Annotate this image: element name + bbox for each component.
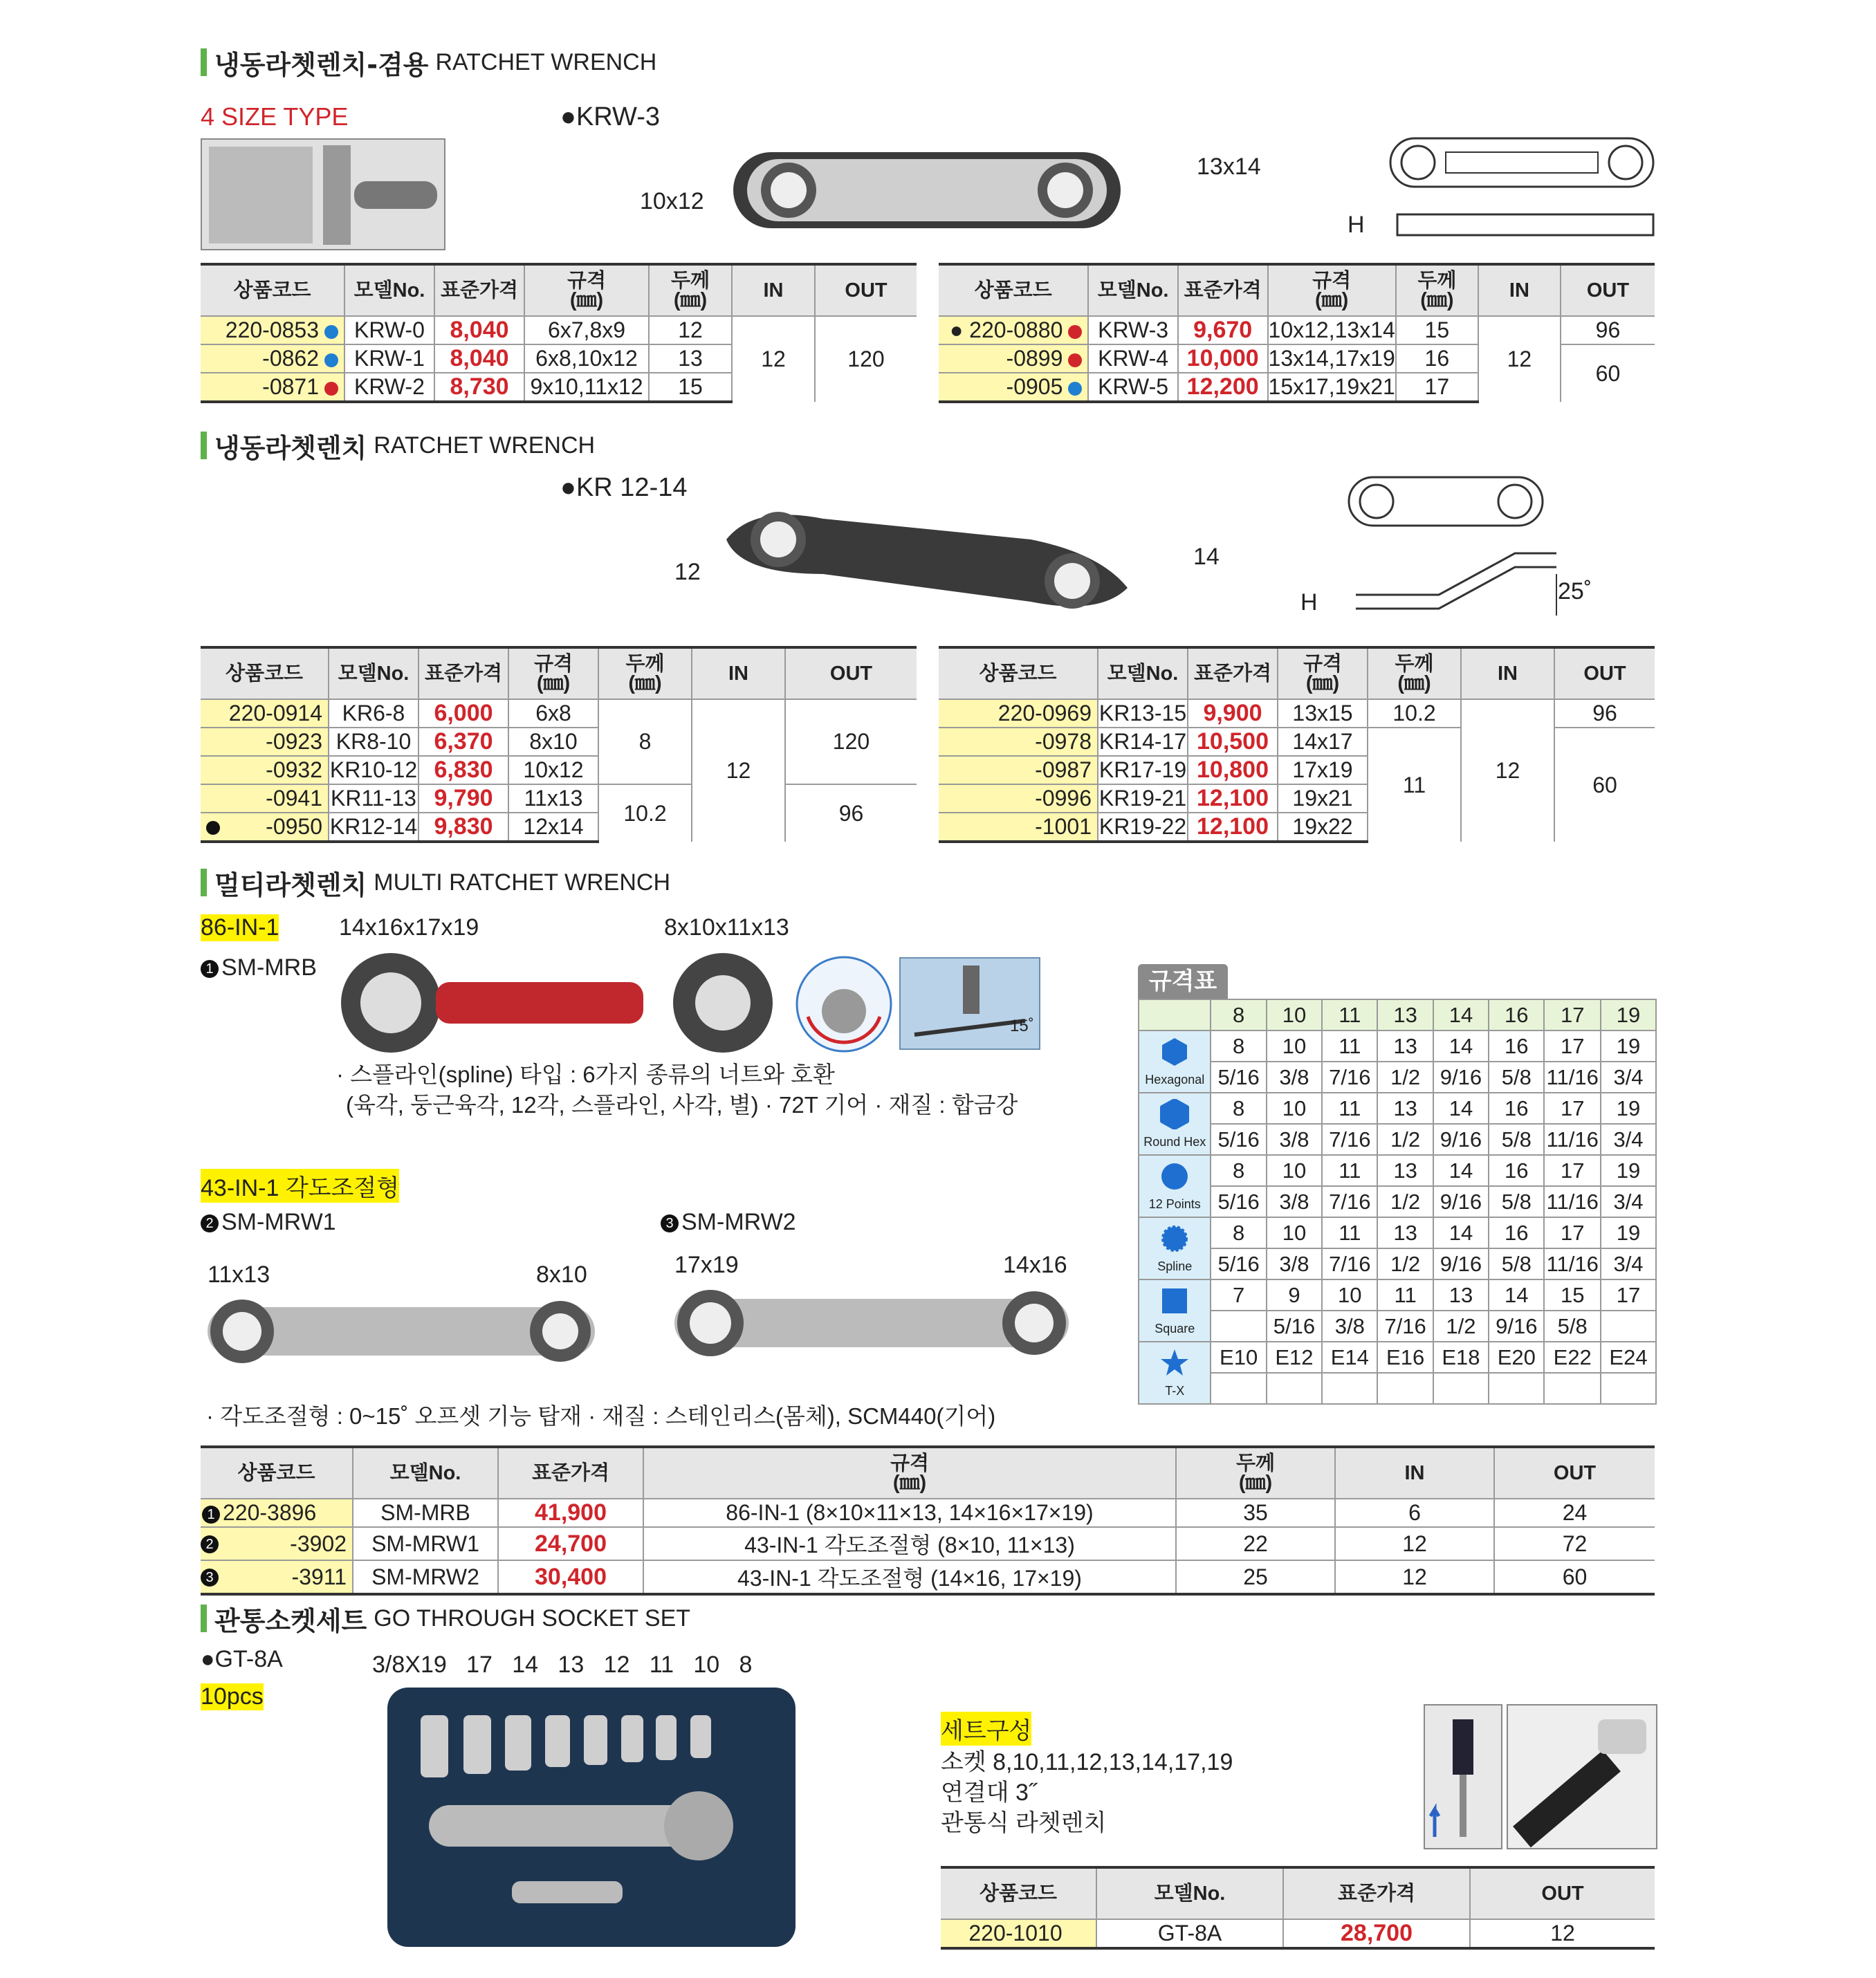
th-out: OUT: [815, 264, 917, 316]
star-icon: [1159, 1348, 1190, 1378]
square-icon: [1159, 1286, 1190, 1316]
tag-43in1: 43-IN-1 각도조절형: [201, 1169, 399, 1203]
dim-left-krw3: 10x12: [640, 188, 704, 214]
table-gt8a: 상품코드 모델No. 표준가격 OUT 220-1010 GT-8A 28,700 12: [941, 1866, 1655, 1950]
angle-label-kr: 25˚: [1558, 578, 1592, 604]
red-dot-icon: [1068, 325, 1082, 339]
th-in: IN: [732, 264, 815, 316]
dim-right-krw3: 13x14: [1197, 154, 1261, 180]
model-label-kr1214: ●KR 12-14: [560, 473, 688, 502]
model-gt8a: ●GT-8A: [201, 1646, 283, 1672]
usage-photo: [201, 138, 445, 250]
wrench-photo-mrw1: [201, 1293, 602, 1372]
blue-dot-icon: [324, 325, 338, 339]
table-row: -0978 KR14-17 10,500 14x17 11 60: [939, 728, 1655, 756]
model-mrw1: 2 SM-MRW1: [201, 1209, 336, 1236]
offset-angle-label: 15˚: [1010, 1017, 1034, 1035]
table-row: -0899 KRW-4 10,000 13x14,17x19 16 60: [939, 344, 1655, 373]
table-row: -0923 KR8-10 6,370 8x10: [201, 728, 917, 756]
wrench-photo-kr1214: [712, 498, 1141, 625]
section-title-ratchet: 냉동라쳇렌치 RATCHET WRENCH: [201, 430, 595, 461]
model-mrw2: 3 SM-MRW2: [661, 1209, 796, 1236]
table-row: 1 220-3896 SM-MRB 41,900 86-IN-1 (8×10×11×13, 14×16×17×19) 35 6 24: [201, 1499, 1655, 1527]
wrench-photo-krw3: [726, 138, 1128, 245]
table-krw-left: [201, 263, 917, 403]
table-multi: 상품코드 모델No. 표준가격 규격 (㎜) 두께 (㎜) IN OUT 1 220-3896 SM-MRB 41,900 86-IN-1 (8×10×11×13, 14×16×17×19) 35 6 24 2 -3902 SM-MRW1 24,700 43-IN-1 각도조절형 (8×10, 11×13) 22 12 72 3 -3911 SM-MRW2 30,400 43-IN-1 각도조절형 (14×16, 17×19) 25 12 60: [201, 1445, 1655, 1596]
spec-row-hexagonal: Hexagonal 8 10 11 13 14 16 17 19: [1139, 1030, 1656, 1062]
dim-mrw1-right: 8x10: [536, 1261, 587, 1288]
table-kr-left: 상품코드 모델No. 표준가격 규격 (㎜) 두께 (㎜) IN OUT 220-0914 KR6-8 6,000 6x8 8 12 120 -0923 KR8-10 6,370 8x10 -0932 KR10-12 6,830 10x12 -0941 KR11-13 9,790 11x13 10.2 96 -0950 KR12-14 9,830 12x14: [201, 646, 917, 843]
usage-photo-bolt: [1424, 1704, 1502, 1849]
model-mrb: 1 SM-MRB: [201, 954, 317, 981]
dim-mrw2-left: 17x19: [674, 1252, 739, 1278]
table-row: 220-0853 KRW-0 8,040 6x7,8x9 12 12 120: [201, 316, 917, 344]
red-dot-icon: [1068, 353, 1082, 367]
spec-row-tx: T-X E10 E12 E14 E16 E18 E20 E22 E24: [1139, 1342, 1656, 1373]
socket-set-photo: [387, 1688, 796, 1947]
section-title-ratchet-combo: 냉동라쳇렌치-겸용 RATCHET WRENCH: [201, 47, 656, 77]
table-row: -1001 KR19-22 12,100 19x22: [939, 813, 1655, 842]
dim-mrb-2: 8x10x11x13: [664, 914, 789, 941]
dim-right-kr: 14: [1193, 544, 1220, 570]
set-item-extension: 연결대 3˝: [941, 1780, 1037, 1806]
th-thick: 두께 (㎜): [649, 264, 732, 316]
table-row: ● 220-0880 KRW-3 9,670 10x12,13x14 15 12 96: [939, 316, 1655, 344]
table-kr-right: 상품코드 모델No. 표준가격 규격 (㎜) 두께 (㎜) IN OUT 220-0969 KR13-15 9,900 13x15 10.2 12 96 -0978 KR14-17 10,500 14x17 11 60 -0987 KR17-19 10,800 17x19 -0996 KR19-21 12,100 19x21 -1001 KR19-22 12,100 19x22: [939, 646, 1655, 843]
wrench-photo-mrw2: [668, 1285, 1076, 1364]
table-row: -0871 KRW-2 8,730 9x10,11x12 15: [201, 373, 917, 402]
h-label-krw: H: [1348, 212, 1365, 238]
twelve-point-icon: [1159, 1161, 1190, 1192]
pcs-tag: 10pcs: [201, 1683, 264, 1710]
table-krw-right: 상품코드 모델No. 표준가격 규격 (㎜) 두께 (㎜) IN OUT ● 220-0880 KRW-3 9,670 10x12,13x14 15 12 96 -0899 KRW-4 10,000 13x14,17x19 16 60 -0905 KRW-5 12,200 15x17,19x21 17: [939, 263, 1655, 403]
black-dot-icon: [206, 821, 220, 835]
th-code: 상품코드: [201, 264, 344, 316]
mrb-note-2: (육각, 둥근육각, 12각, 스플라인, 사각, 별) · 72T 기어 · 재질 : 합금강: [346, 1092, 1018, 1118]
table-row: -0862 KRW-1 8,040 6x8,10x12 13: [201, 344, 917, 373]
rotation-diagram: [794, 954, 894, 1057]
spec-row-round-hex: Round Hex 8 10 11 13 14 16 17 19: [1139, 1093, 1656, 1124]
krw-diagram: [1377, 124, 1667, 252]
table-row: -0932 KR10-12 6,830 10x12: [201, 756, 917, 784]
model-label-krw3: ●KRW-3: [560, 102, 661, 131]
hexagon-icon: [1159, 1037, 1190, 1067]
table-row: -0941 KR11-13 9,790 11x13 10.2 96: [201, 784, 917, 813]
spec-row-square: Square 7 9 10 11 13 14 15 17: [1139, 1279, 1656, 1311]
spec-row-spline: Spline 8 10 11 13 14 16 17 19: [1139, 1217, 1656, 1248]
spec-header-row: 8 10 11 13 14 16 17 19: [1139, 999, 1656, 1030]
th-model: 모델No.: [344, 264, 434, 316]
spec-table-title: 규격표: [1138, 964, 1228, 999]
wrench-photo-mrb: [332, 948, 789, 1061]
spline-icon: [1159, 1223, 1190, 1254]
table-row: 220-0969 KR13-15 9,900 13x15 10.2 12 96: [939, 699, 1655, 728]
tag-86in1: 86-IN-1: [201, 914, 279, 941]
section-title-multi: 멀티라쳇렌치 MULTI RATCHET WRENCH: [201, 867, 670, 898]
dim-mrw2-right: 14x16: [1003, 1252, 1067, 1278]
set-item-sockets: 소켓 8,10,11,12,13,14,17,19: [941, 1749, 1233, 1775]
table-row: -0905 KRW-5 12,200 15x17,19x21 17: [939, 373, 1655, 402]
dim-mrb-1: 14x16x17x19: [339, 914, 479, 941]
blue-dot-icon: [1068, 382, 1082, 396]
h-label-kr: H: [1300, 589, 1318, 616]
spec-row-12-points: 12 Points 8 10 11 13 14 16 17 19: [1139, 1155, 1656, 1186]
section-title-socket: 관통소켓세트 GO THROUGH SOCKET SET: [201, 1603, 690, 1634]
table-row: -0987 KR17-19 10,800 17x19: [939, 756, 1655, 784]
table-row: 220-0914 KR6-8 6,000 6x8 8 12 120: [201, 699, 917, 728]
set-item-ratchet: 관통식 라쳇렌치: [941, 1810, 1107, 1836]
round-hex-icon: [1159, 1099, 1190, 1129]
mrb-note-1: · 스플라인(spline) 타입 : 6가지 종류의 너트와 호환: [336, 1062, 835, 1087]
table-row: -0950 KR12-14 9,830 12x14: [201, 813, 917, 842]
dim-mrw1-left: 11x13: [208, 1261, 270, 1288]
th-spec: 규격 (㎜): [524, 264, 649, 316]
table-row: 3 -3911 SM-MRW2 30,400 43-IN-1 각도조절형 (14×16, 17×19) 25 12 60: [201, 1560, 1655, 1594]
size-type-label: 4 SIZE TYPE: [201, 102, 349, 131]
th-price: 표준가격: [434, 264, 524, 316]
set-contents-title: 세트구성: [941, 1712, 1031, 1746]
usage-photo-ratchet: [1507, 1704, 1657, 1849]
table-row: 220-1010 GT-8A 28,700 12: [941, 1919, 1655, 1948]
socket-sizes: 3/8X19 17 14 13 12 11 10 8: [372, 1652, 753, 1678]
red-dot-icon: [324, 382, 338, 396]
blue-dot-icon: [324, 353, 338, 367]
spec-table: 8 10 11 13 14 16 17 19 Hexagonal 8 10 11 13 14 16 17 19 5/16 3/8 7/16 1/2 9/16 5/8 11/16 3/4 Round Hex 8 10 11 13 14 16 17 19 5/16 3/8 7/16 1/2 9/16 5/8 11/16 3/4 12 Points 8 10 11 13 14 16 17 19 5/16 3/8 7/16 1/2 9/16 5/8 11/16 3/4 Spline 8 10 11 13 14 16 17 19 5/16 3/8 7/16 1/2 9/16 5/8 11/16 3/4 Square 7 9 10 11 13 14 15 17 5/16 3/8 7/16 1/2 9/16 5/8 T-X E10 E12 E14 E16 E18 E20 E22 E24: [1138, 999, 1657, 1405]
table-row: 2 -3902 SM-MRW1 24,700 43-IN-1 각도조절형 (8×10, 11×13) 22 12 72: [201, 1527, 1655, 1560]
table-row: -0996 KR19-21 12,100 19x21: [939, 784, 1655, 813]
mrw-note: · 각도조절형 : 0~15˚ 오프셋 기능 탑재 · 재질 : 스테인리스(몸체), SCM440(기어): [206, 1403, 996, 1429]
dim-left-kr: 12: [674, 559, 701, 585]
